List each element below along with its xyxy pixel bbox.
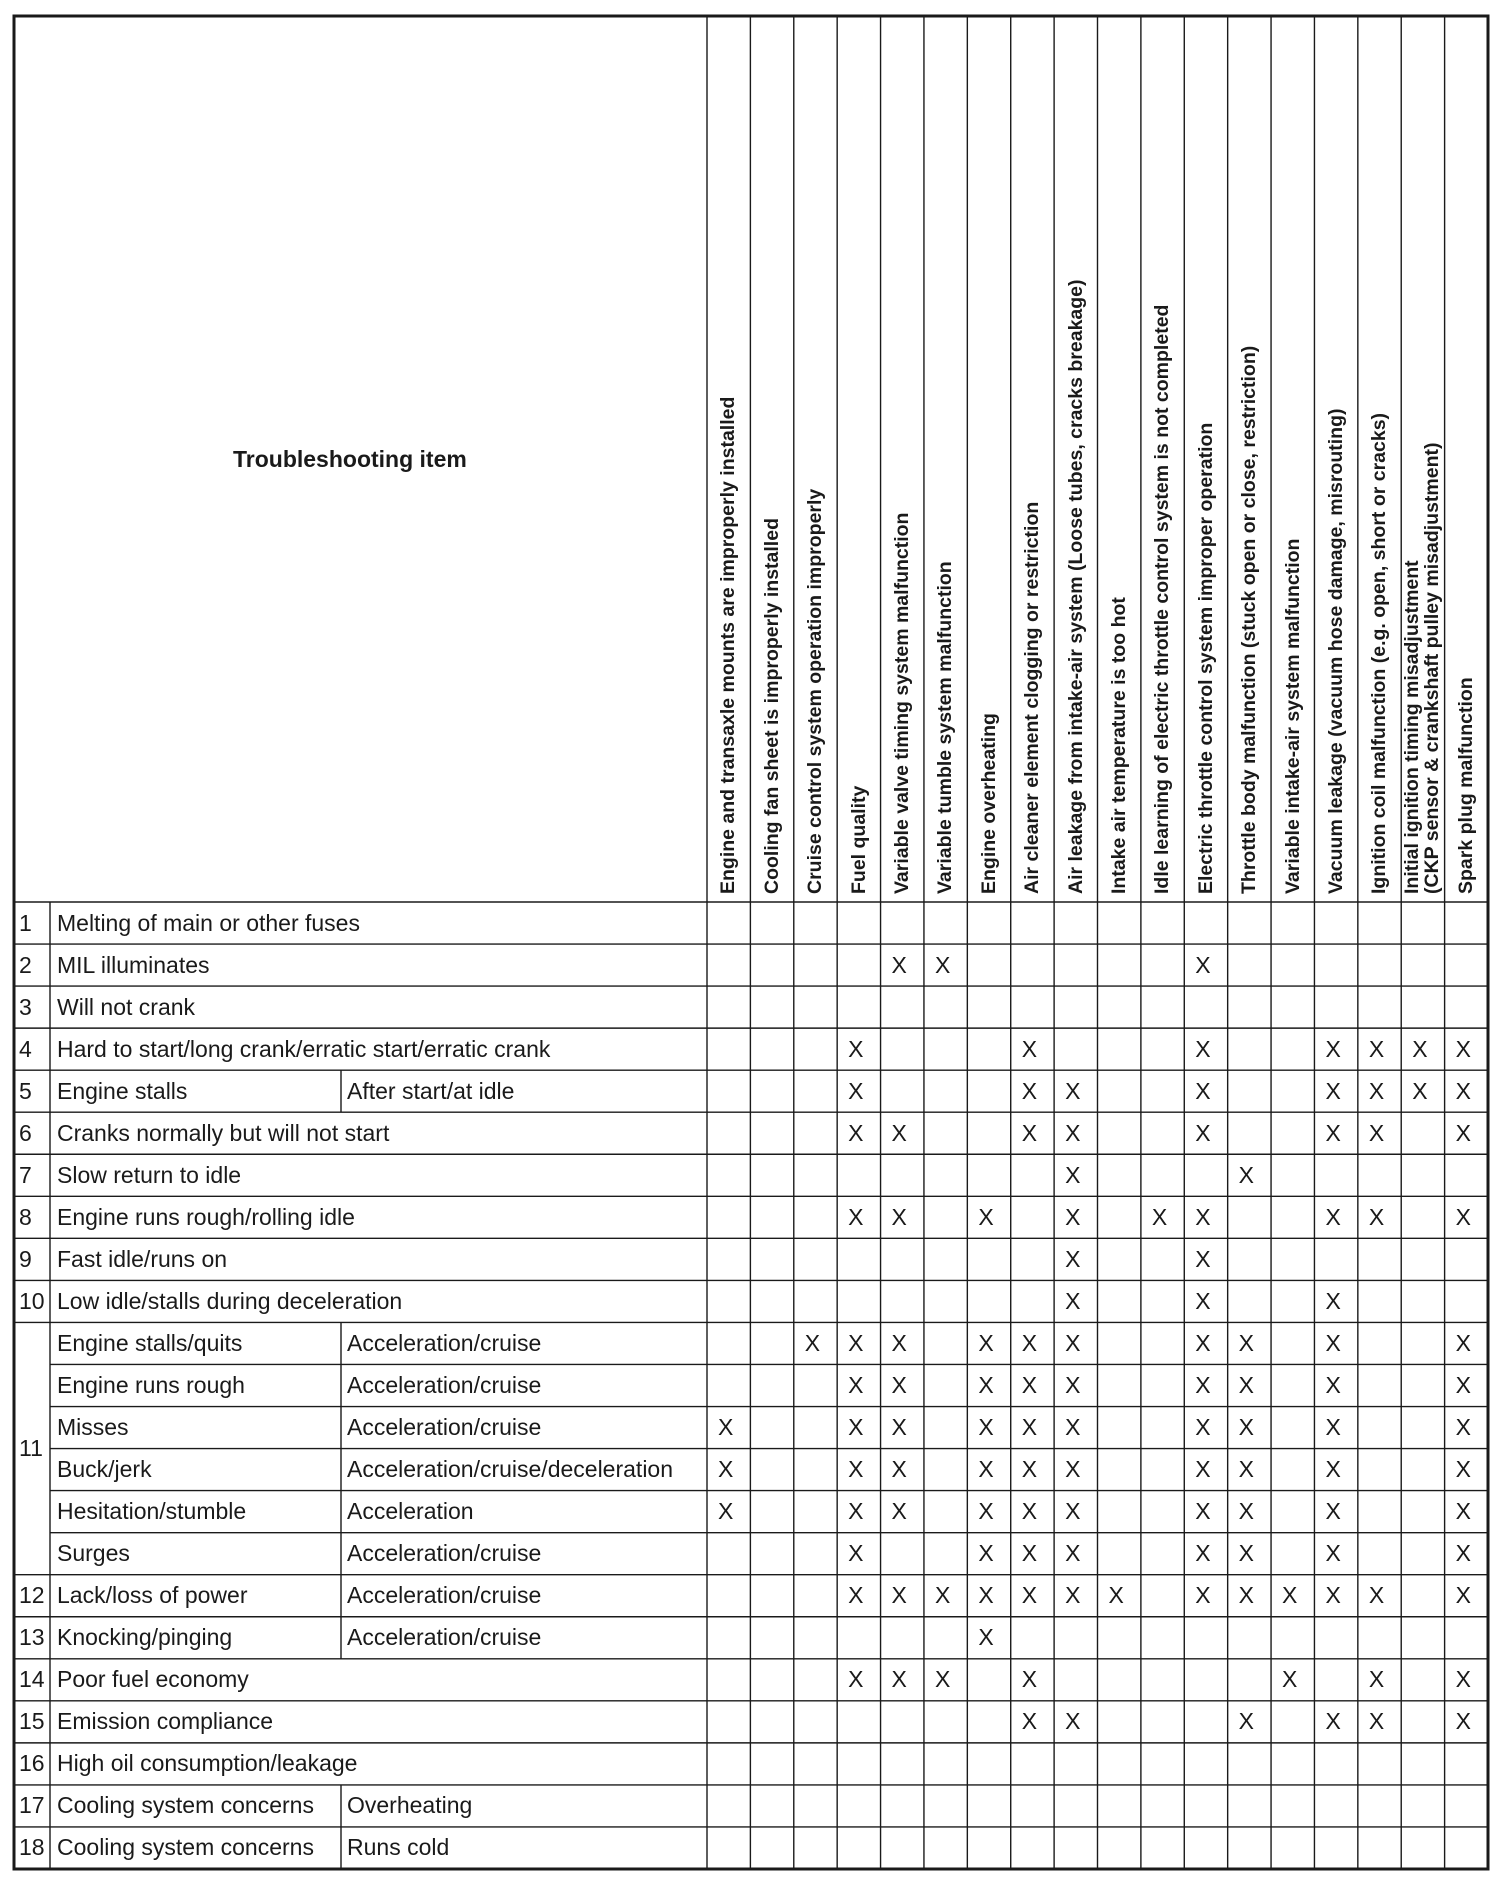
check-mark: X <box>1195 1245 1211 1272</box>
check-mark: X <box>1238 1161 1254 1188</box>
check-mark: X <box>1368 1119 1385 1146</box>
column-header-line: Variable tumble system malfunction <box>934 561 957 894</box>
column-header <box>1369 413 1389 894</box>
check-mark: X <box>891 951 907 978</box>
row-number: 15 <box>19 1708 45 1735</box>
check-mark: X <box>1021 1666 1038 1693</box>
check-mark: X <box>1238 1456 1254 1483</box>
row-item: Cranks normally but will not start <box>57 1119 390 1146</box>
check-mark: X <box>848 1077 864 1104</box>
check-mark: X <box>1368 1708 1385 1735</box>
check-mark: X <box>1238 1414 1254 1441</box>
check-mark: X <box>1195 1372 1211 1398</box>
column-header-line: Vacuum leakage (vacuum hose damage, misrouting) <box>1324 408 1347 894</box>
check-mark: X <box>1021 1582 1038 1609</box>
check-mark: X <box>1325 1287 1341 1314</box>
column-header-line: Ignition coil malfunction (e.g. open, short or cracks) <box>1368 412 1391 894</box>
check-mark: X <box>848 1456 864 1483</box>
check-mark: X <box>1065 1287 1081 1314</box>
check-mark: X <box>1325 1456 1341 1483</box>
check-mark: X <box>1195 1035 1211 1062</box>
row-number: 3 <box>19 993 32 1020</box>
check-mark: X <box>848 1582 864 1609</box>
column-header-line: Idle learning of electric throttle control system is not completed <box>1151 304 1174 894</box>
check-mark: X <box>848 1203 864 1230</box>
row-number: 12 <box>19 1582 45 1609</box>
check-mark: X <box>1065 1456 1081 1483</box>
row-item: Lack/loss of power <box>57 1582 248 1609</box>
row-item: Engine runs rough <box>57 1372 245 1398</box>
check-mark: X <box>1455 1582 1471 1609</box>
row-item: MIL illuminates <box>57 951 210 978</box>
check-mark: X <box>934 1582 951 1609</box>
check-mark: X <box>891 1372 907 1398</box>
check-mark: X <box>1368 1666 1385 1693</box>
check-mark: X <box>1065 1498 1081 1525</box>
check-mark: X <box>1021 1498 1038 1525</box>
column-header-line: Fuel quality <box>847 785 870 894</box>
row-item: Misses <box>57 1414 129 1441</box>
row-item: Knocking/pinging <box>57 1624 233 1651</box>
row-item: Low idle/stalls during deceleration <box>57 1287 403 1314</box>
check-mark: X <box>1021 1414 1038 1441</box>
check-mark: X <box>891 1582 907 1609</box>
check-mark: X <box>1325 1119 1341 1146</box>
row-number: 7 <box>19 1161 32 1188</box>
check-mark: X <box>804 1329 821 1356</box>
check-mark: X <box>978 1203 994 1230</box>
check-mark: X <box>1325 1414 1341 1441</box>
check-mark: X <box>1195 1287 1211 1314</box>
check-mark: X <box>1195 1329 1211 1356</box>
check-mark: X <box>1368 1582 1385 1609</box>
check-mark: X <box>848 1498 864 1525</box>
row-item: Cooling system concerns <box>57 1834 314 1861</box>
row-number: 8 <box>19 1203 32 1230</box>
check-mark: X <box>1238 1372 1254 1398</box>
column-header <box>1456 677 1476 894</box>
column-header-line: Throttle body malfunction (stuck open or close, restriction) <box>1238 345 1261 894</box>
check-mark: X <box>1195 1119 1211 1146</box>
check-mark: X <box>978 1624 994 1651</box>
row-number: 4 <box>19 1035 32 1062</box>
check-mark: X <box>978 1329 994 1356</box>
row-condition: Acceleration/cruise <box>347 1540 542 1567</box>
check-mark: X <box>848 1414 864 1441</box>
row-condition: Acceleration/cruise <box>347 1414 542 1441</box>
row-condition: Acceleration/cruise <box>347 1582 542 1609</box>
column-header <box>1152 305 1172 894</box>
row-condition: Acceleration/cruise <box>347 1624 542 1651</box>
table-title: Troubleshooting item <box>233 446 467 472</box>
row-item: Fast idle/runs on <box>57 1245 228 1272</box>
check-mark: X <box>891 1203 907 1230</box>
check-mark: X <box>978 1456 994 1483</box>
row-item: Will not crank <box>57 993 196 1020</box>
row-number: 1 <box>19 909 32 936</box>
check-mark: X <box>1065 1203 1081 1230</box>
row-item: Poor fuel economy <box>57 1666 249 1693</box>
column-header <box>1402 442 1443 894</box>
check-mark: X <box>1325 1203 1341 1230</box>
row-item: Melting of main or other fuses <box>57 909 360 936</box>
check-mark: X <box>1065 1077 1081 1104</box>
check-mark: X <box>1021 1035 1038 1062</box>
check-mark: X <box>718 1498 734 1525</box>
check-mark: X <box>1021 1329 1038 1356</box>
row-item: High oil consumption/leakage <box>57 1750 358 1777</box>
check-mark: X <box>1282 1666 1298 1693</box>
row-number: 14 <box>19 1666 45 1693</box>
check-mark: X <box>848 1119 864 1146</box>
row-condition: Acceleration/cruise <box>347 1372 542 1398</box>
check-mark: X <box>1325 1372 1341 1398</box>
check-mark: X <box>1065 1329 1081 1356</box>
check-mark: X <box>1195 951 1211 978</box>
check-mark: X <box>1325 1077 1341 1104</box>
column-header-line: Engine and transaxle mounts are improperly installed <box>717 396 740 894</box>
column-header <box>718 397 738 894</box>
check-mark: X <box>1325 1540 1341 1567</box>
check-mark: X <box>978 1414 994 1441</box>
check-mark: X <box>978 1540 994 1567</box>
check-mark: X <box>1065 1708 1081 1735</box>
check-mark: X <box>1238 1582 1254 1609</box>
check-mark: X <box>1325 1498 1341 1525</box>
check-mark: X <box>1065 1245 1081 1272</box>
column-header <box>979 713 999 894</box>
column-header-line: Engine overheating <box>977 713 1000 894</box>
column-header-line: Variable valve timing system malfunction <box>891 512 913 894</box>
column-header-line: Initial ignition timing misadjustment <box>1401 560 1424 894</box>
row-number: 6 <box>19 1119 32 1146</box>
check-mark: X <box>1455 1708 1471 1735</box>
column-header <box>849 786 869 894</box>
check-mark: X <box>848 1372 864 1398</box>
row-number: 2 <box>19 951 32 978</box>
check-mark: X <box>1238 1498 1254 1525</box>
check-mark: X <box>1065 1540 1081 1567</box>
check-mark: X <box>1455 1372 1471 1398</box>
check-mark: X <box>1455 1456 1471 1483</box>
column-header-line: Cooling fan sheet is improperly installed <box>760 518 783 894</box>
check-mark: X <box>891 1456 907 1483</box>
check-mark: X <box>1021 1119 1038 1146</box>
column-header-line: Intake air temperature is too hot <box>1107 597 1130 894</box>
check-mark: X <box>1455 1414 1471 1441</box>
row-number: 11 <box>19 1435 43 1462</box>
check-mark: X <box>1195 1203 1211 1230</box>
column-header-line: Spark plug malfunction <box>1455 677 1478 894</box>
check-mark: X <box>1325 1582 1341 1609</box>
column-header <box>1022 502 1042 894</box>
check-mark: X <box>1195 1414 1211 1441</box>
check-mark: X <box>1151 1203 1168 1230</box>
check-mark: X <box>1325 1329 1341 1356</box>
row-item: Surges <box>57 1540 130 1567</box>
check-mark: X <box>1195 1582 1211 1609</box>
check-mark: X <box>1455 1203 1471 1230</box>
column-header <box>1283 539 1303 894</box>
check-mark: X <box>1065 1161 1081 1188</box>
column-header <box>762 518 782 894</box>
row-number: 18 <box>19 1834 45 1861</box>
check-mark: X <box>978 1498 994 1525</box>
check-mark: X <box>1368 1077 1385 1104</box>
check-mark: X <box>1325 1708 1341 1735</box>
check-mark: X <box>891 1498 907 1525</box>
column-header <box>1066 279 1086 894</box>
row-item: Engine runs rough/rolling idle <box>57 1203 355 1230</box>
row-number: 17 <box>19 1792 45 1819</box>
row-item: Hesitation/stumble <box>57 1498 247 1525</box>
check-mark: X <box>1195 1077 1211 1104</box>
check-mark: X <box>848 1540 864 1567</box>
check-mark: X <box>1368 1203 1385 1230</box>
row-item: Engine stalls/quits <box>57 1329 243 1356</box>
row-number: 10 <box>19 1287 45 1314</box>
check-mark: X <box>1065 1372 1081 1398</box>
row-number: 5 <box>19 1077 32 1104</box>
check-mark: X <box>1238 1329 1254 1356</box>
check-mark: X <box>1455 1119 1471 1146</box>
column-header <box>892 513 912 894</box>
check-mark: X <box>1195 1498 1211 1525</box>
check-mark: X <box>1412 1035 1428 1062</box>
check-mark: X <box>1065 1414 1081 1441</box>
row-number: 13 <box>19 1624 45 1651</box>
column-header-line: (CKP sensor & crankshaft pulley misadjustment) <box>1421 442 1444 894</box>
check-mark: X <box>934 1666 951 1693</box>
check-mark: X <box>1021 1372 1038 1398</box>
check-mark: X <box>848 1329 864 1356</box>
row-condition: Acceleration/cruise/deceleration <box>347 1456 674 1483</box>
column-header <box>1196 423 1216 894</box>
column-header <box>1239 346 1259 894</box>
column-header-line: Air cleaner element clogging or restriction <box>1021 501 1044 894</box>
column-header-line: Electric throttle control system improper operation <box>1194 422 1217 894</box>
row-condition: Overheating <box>347 1792 473 1819</box>
check-mark: X <box>978 1372 994 1398</box>
check-mark: X <box>1195 1540 1211 1567</box>
check-mark: X <box>1455 1498 1471 1525</box>
row-condition: Acceleration/cruise <box>347 1329 542 1356</box>
check-mark: X <box>1455 1329 1471 1356</box>
check-mark: X <box>1065 1119 1081 1146</box>
check-mark: X <box>1455 1077 1471 1104</box>
row-item: Buck/jerk <box>57 1456 152 1483</box>
check-mark: X <box>978 1582 994 1609</box>
check-mark: X <box>934 951 951 978</box>
row-item: Slow return to idle <box>57 1161 242 1188</box>
column-header <box>1109 597 1129 894</box>
check-mark: X <box>718 1414 734 1441</box>
row-number: 9 <box>19 1245 32 1272</box>
check-mark: X <box>891 1329 907 1356</box>
column-header-line: Variable intake-air system malfunction <box>1281 538 1304 894</box>
check-mark: X <box>1455 1666 1471 1693</box>
check-mark: X <box>1368 1035 1385 1062</box>
check-mark: X <box>1021 1540 1038 1567</box>
check-mark: X <box>1021 1708 1038 1735</box>
column-header <box>805 489 825 894</box>
check-mark: X <box>1455 1035 1471 1062</box>
row-item: Hard to start/long crank/erratic start/erratic crank <box>57 1035 551 1062</box>
check-mark: X <box>1021 1456 1038 1483</box>
check-mark: X <box>1065 1582 1081 1609</box>
check-mark: X <box>891 1666 907 1693</box>
column-header-line: Air leakage from intake-air system (Loose tubes, cracks breakage) <box>1064 279 1087 894</box>
check-mark: X <box>1455 1540 1471 1567</box>
row-condition: Runs cold <box>347 1834 450 1861</box>
check-mark: X <box>848 1666 864 1693</box>
check-mark: X <box>891 1414 907 1441</box>
row-item: Engine stalls <box>57 1077 188 1104</box>
check-mark: X <box>1282 1582 1298 1609</box>
check-mark: X <box>1412 1077 1428 1104</box>
check-mark: X <box>1238 1708 1254 1735</box>
check-mark: X <box>1108 1582 1124 1609</box>
column-header <box>935 561 955 894</box>
row-number: 16 <box>19 1750 45 1777</box>
column-header <box>1326 409 1346 894</box>
check-mark: X <box>891 1119 907 1146</box>
row-condition: Acceleration <box>347 1498 474 1525</box>
check-mark: X <box>848 1035 864 1062</box>
check-mark: X <box>1195 1456 1211 1483</box>
check-mark: X <box>718 1456 734 1483</box>
row-item: Cooling system concerns <box>57 1792 314 1819</box>
row-condition: After start/at idle <box>347 1077 515 1104</box>
row-item: Emission compliance <box>57 1708 274 1735</box>
column-header-line: Cruise control system operation improperly <box>804 488 827 894</box>
check-mark: X <box>1238 1540 1254 1567</box>
check-mark: X <box>1021 1077 1038 1104</box>
check-mark: X <box>1325 1035 1341 1062</box>
